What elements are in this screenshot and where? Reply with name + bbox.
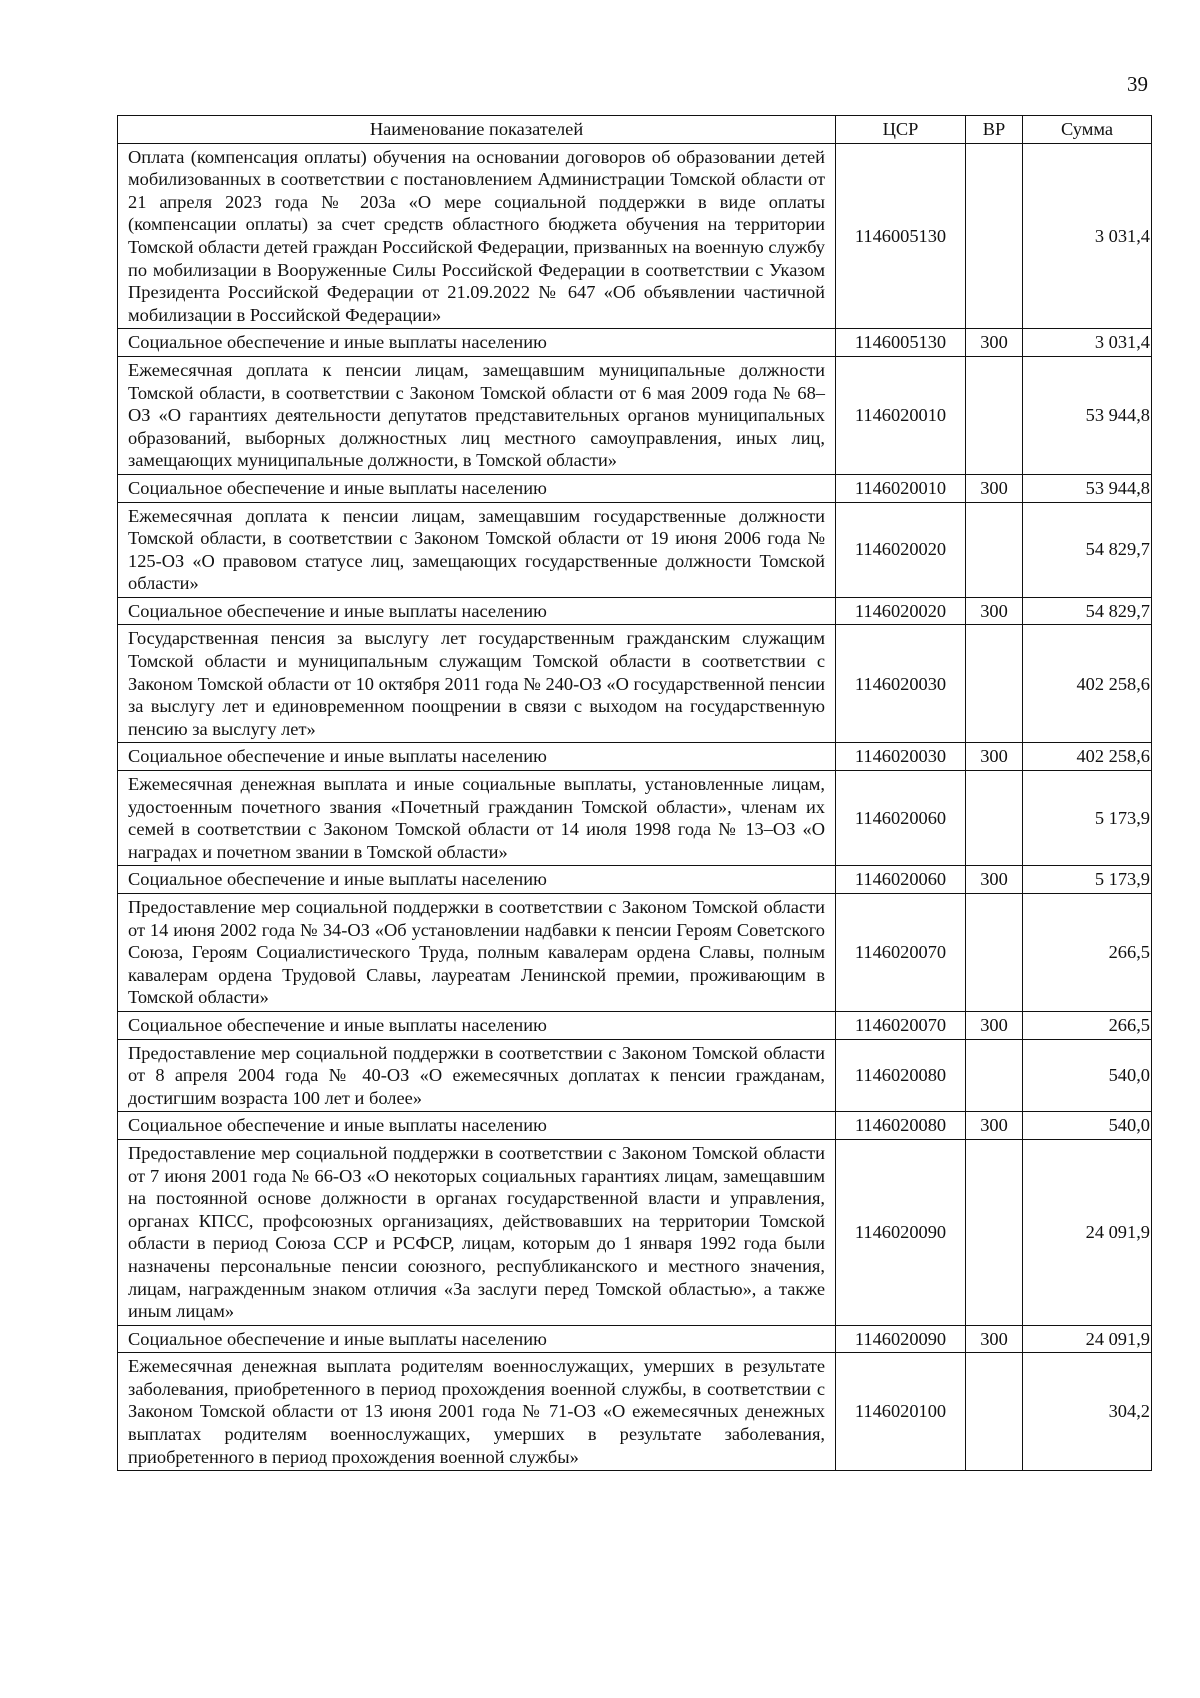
row-csr-cell: 1146020100: [836, 1353, 966, 1471]
row-vr-cell: [966, 625, 1023, 743]
row-csr-cell: 1146020070: [836, 894, 966, 1012]
table-row: [118, 1039, 1152, 1112]
row-name-cell: Ежемесячная доплата к пенсии лицам, замещавшим государственные должности Томской области, в соответствии с Законом Томской области от 19 июня 2006 года № 125-ОЗ «О правовом статусе лиц, замещающих государственные должности Томской области»: [118, 502, 836, 597]
row-vr-cell: 300: [966, 1112, 1023, 1140]
row-csr-cell: 1146020070: [836, 1011, 966, 1039]
table-row: [118, 502, 1152, 597]
row-sum-cell: 540,0: [1023, 1039, 1152, 1112]
row-sum-cell: 24 091,9: [1023, 1325, 1152, 1353]
row-csr-cell: 1146020020: [836, 597, 966, 625]
row-sum-cell: 24 091,9: [1023, 1139, 1152, 1325]
row-csr-cell: 1146020090: [836, 1139, 966, 1325]
table-row: [118, 771, 1152, 866]
row-vr-cell: 300: [966, 1011, 1023, 1039]
header-vr: ВР: [966, 116, 1023, 144]
row-vr-cell: [966, 1039, 1023, 1112]
row-csr-cell: 1146020030: [836, 625, 966, 743]
row-csr-cell: 1146020080: [836, 1039, 966, 1112]
row-csr-cell: 1146005130: [836, 143, 966, 329]
row-name-cell: Социальное обеспечение и иные выплаты населению: [118, 597, 836, 625]
row-vr-cell: 300: [966, 1325, 1023, 1353]
row-sum-cell: 54 829,7: [1023, 597, 1152, 625]
row-csr-cell: 1146020010: [836, 474, 966, 502]
table-row: [118, 1112, 1152, 1140]
row-sum-cell: 5 173,9: [1023, 866, 1152, 894]
row-name-cell: Социальное обеспечение и иные выплаты населению: [118, 329, 836, 357]
row-sum-cell: 54 829,7: [1023, 502, 1152, 597]
row-name-cell: Предоставление мер социальной поддержки в соответствии с Законом Томской области от 7 июня 2001 года № 66-ОЗ «О некоторых социальных гарантиях лицам, замещавшим на постоянной основе должности в органах государственной власти и управления, органах КПСС, профсоюзных организациях, действовавших на территории Томской области в период Союза ССР и РСФСР, лицам, которым до 1 января 1992 года были назначены персональные пенсии союзного, республиканского и местного значения, лицам, награжденным знаком отличия «За заслуги перед Томской областью», а также иным лицам»: [118, 1139, 836, 1325]
row-name-cell: Ежемесячная денежная выплата и иные социальные выплаты, установленные лицам, удостоенным почетного звания «Почетный гражданин Томской области», членам их семей в соответствии с Законом Томской области от 14 июля 1998 года № 13–ОЗ «О наградах и почетном звании в Томской области»: [118, 771, 836, 866]
row-name-cell: Социальное обеспечение и иные выплаты населению: [118, 1325, 836, 1353]
table-row: [118, 625, 1152, 743]
row-vr-cell: [966, 1139, 1023, 1325]
table-header-row: [118, 116, 1152, 144]
table-row: [118, 597, 1152, 625]
row-sum-cell: 53 944,8: [1023, 474, 1152, 502]
row-sum-cell: 540,0: [1023, 1112, 1152, 1140]
row-sum-cell: 304,2: [1023, 1353, 1152, 1471]
row-vr-cell: [966, 771, 1023, 866]
row-vr-cell: [966, 356, 1023, 474]
row-sum-cell: 266,5: [1023, 894, 1152, 1012]
table-row: [118, 894, 1152, 1012]
row-vr-cell: [966, 1353, 1023, 1471]
budget-table: [117, 115, 1152, 1471]
row-csr-cell: 1146020060: [836, 771, 966, 866]
row-csr-cell: 1146020020: [836, 502, 966, 597]
row-name-cell: Социальное обеспечение и иные выплаты населению: [118, 743, 836, 771]
table-row: [118, 474, 1152, 502]
row-csr-cell: 1146020090: [836, 1325, 966, 1353]
table-row: [118, 1139, 1152, 1325]
row-name-cell: Социальное обеспечение и иные выплаты населению: [118, 474, 836, 502]
row-vr-cell: 300: [966, 329, 1023, 357]
row-sum-cell: 53 944,8: [1023, 356, 1152, 474]
row-csr-cell: 1146020010: [836, 356, 966, 474]
row-sum-cell: 5 173,9: [1023, 771, 1152, 866]
header-name: Наименование показателей: [118, 116, 836, 144]
row-name-cell: Социальное обеспечение и иные выплаты населению: [118, 866, 836, 894]
table-row: [118, 356, 1152, 474]
row-sum-cell: 3 031,4: [1023, 143, 1152, 329]
row-name-cell: Предоставление мер социальной поддержки в соответствии с Законом Томской области от 14 июня 2002 года № 34-ОЗ «Об установлении надбавки к пенсии Героям Советского Союза, Героям Социалистического Труда, полным кавалерам ордена Славы, полным кавалерам ордена Трудовой Славы, лауреатам Ленинской премии, проживающим в Томской области»: [118, 894, 836, 1012]
table-row: [118, 743, 1152, 771]
table-row: [118, 1325, 1152, 1353]
row-sum-cell: 266,5: [1023, 1011, 1152, 1039]
row-csr-cell: 1146020030: [836, 743, 966, 771]
table-body: [118, 143, 1152, 1471]
row-sum-cell: 402 258,6: [1023, 625, 1152, 743]
row-name-cell: Социальное обеспечение и иные выплаты населению: [118, 1112, 836, 1140]
row-vr-cell: 300: [966, 866, 1023, 894]
row-name-cell: Ежемесячная денежная выплата родителям военнослужащих, умерших в результате заболевания, приобретенного в период прохождения военной службы, в соответствии с Законом Томской области от 13 июня 2001 года № 71-ОЗ «О ежемесячных денежных выплатах родителям военнослужащих, умерших в результате заболевания, приобретенного в период прохождения военной службы»: [118, 1353, 836, 1471]
row-vr-cell: [966, 143, 1023, 329]
table-row: [118, 329, 1152, 357]
row-name-cell: Ежемесячная доплата к пенсии лицам, замещавшим муниципальные должности Томской области, в соответствии с Законом Томской области от 6 мая 2009 года № 68–ОЗ «О гарантиях деятельности депутатов представительных органов муниципальных образований, выборных должностных лиц местного самоуправления, иных лиц, замещающих муниципальные должности, в Томской области»: [118, 356, 836, 474]
row-name-cell: Государственная пенсия за выслугу лет государственным гражданским служащим Томской области и муниципальным служащим Томской области в соответствии с Законом Томской области от 10 октября 2011 года № 240-ОЗ «О государственной пенсии за выслугу лет и единовременном поощрении в связи с выходом на государственную пенсию за выслугу лет»: [118, 625, 836, 743]
row-csr-cell: 1146020080: [836, 1112, 966, 1140]
header-csr: ЦСР: [836, 116, 966, 144]
row-name-cell: Оплата (компенсация оплаты) обучения на основании договоров об образовании детей мобилизованных в соответствии с постановлением Администрации Томской области от 21 апреля 2023 года № 203а «О мере социальной поддержки в виде оплаты (компенсации оплаты) за счет средств областного бюджета обучения на территории Томской области детей граждан Российской Федерации, призванных на военную службу по мобилизации в Вооруженные Силы Российской Федерации в соответствии с Указом Президента Российской Федерации от 21.09.2022 № 647 «Об объявлении частичной мобилизации в Российской Федерации»: [118, 143, 836, 329]
row-sum-cell: 3 031,4: [1023, 329, 1152, 357]
row-csr-cell: 1146020060: [836, 866, 966, 894]
header-sum: Сумма: [1023, 116, 1152, 144]
table-row: [118, 1353, 1152, 1471]
row-name-cell: Предоставление мер социальной поддержки в соответствии с Законом Томской области от 8 апреля 2004 года № 40-ОЗ «О ежемесячных доплатах к пенсии гражданам, достигшим возраста 100 лет и более»: [118, 1039, 836, 1112]
row-vr-cell: 300: [966, 743, 1023, 771]
page-number: 39: [1127, 72, 1148, 96]
table-row: [118, 866, 1152, 894]
row-vr-cell: 300: [966, 597, 1023, 625]
row-sum-cell: 402 258,6: [1023, 743, 1152, 771]
row-vr-cell: [966, 502, 1023, 597]
table-row: [118, 143, 1152, 329]
row-vr-cell: [966, 894, 1023, 1012]
table-row: [118, 1011, 1152, 1039]
row-vr-cell: 300: [966, 474, 1023, 502]
row-csr-cell: 1146005130: [836, 329, 966, 357]
row-name-cell: Социальное обеспечение и иные выплаты населению: [118, 1011, 836, 1039]
